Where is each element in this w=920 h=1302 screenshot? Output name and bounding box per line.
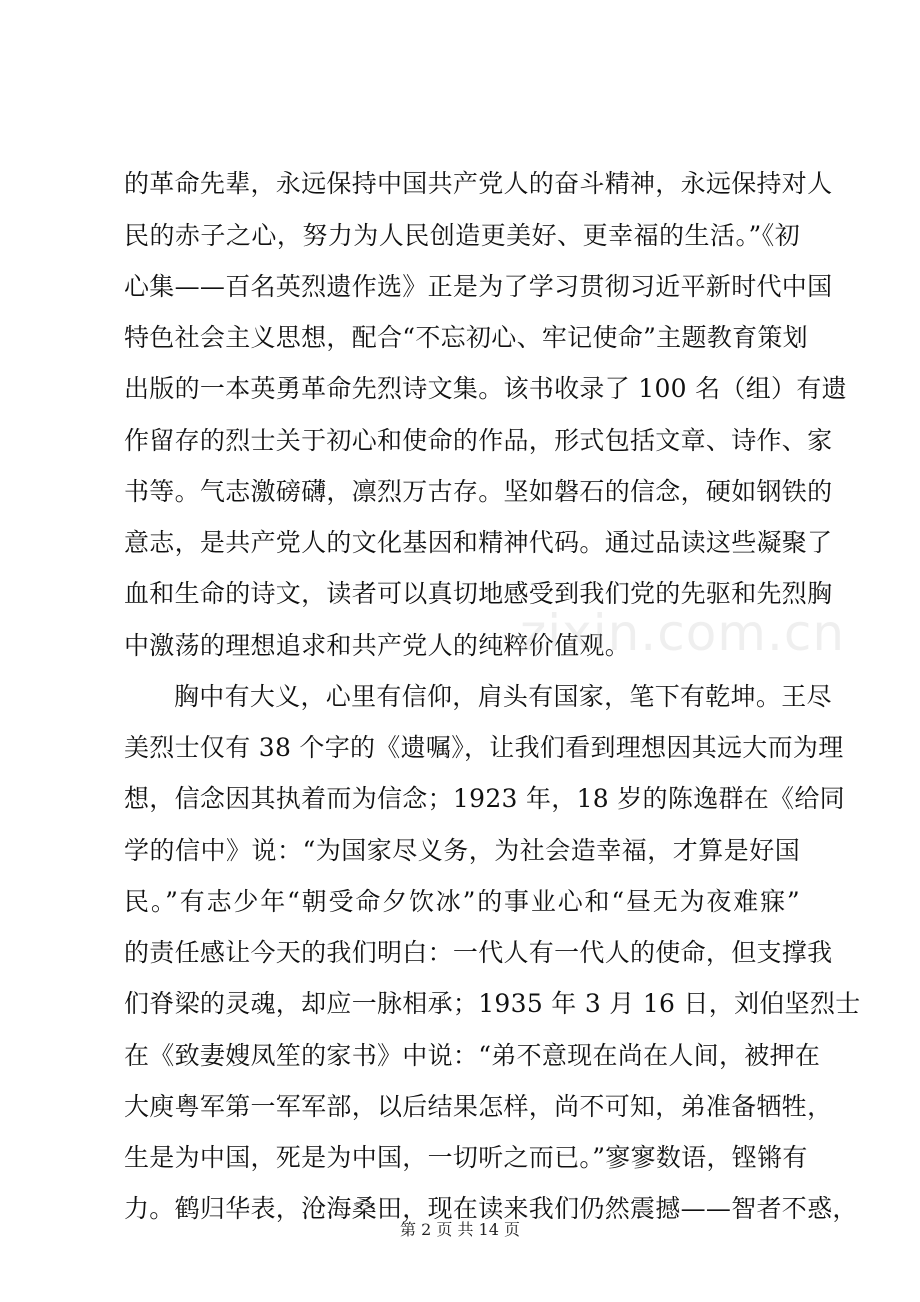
text-line: 作留存的烈士关于初心和使命的作品，形式包括文章、诗作、家	[124, 426, 833, 455]
text-line: 力。鹤归华表，沧海桑田，现在读来我们仍然震撼——智者不惑，	[124, 1194, 858, 1223]
text-line: 民。”有志少年“朝受命夕饮冰”的事业心和“昼无为夜难寐”	[124, 887, 800, 916]
text-line: 民的赤子之心，努力为人民创造更美好、更幸福的生活。”《初	[124, 221, 800, 250]
text-line: 的责任感让今天的我们明白：一代人有一代人的使命，但支撑我	[124, 938, 833, 967]
text-line: 学的信中》说：“为国家尽义务，为社会造幸福，才算是好国	[124, 836, 800, 865]
watermark: zixin.com.cn	[520, 604, 846, 662]
text-line: 书等。气志激磅礴，凛烈万古存。坚如磐石的信念，硬如钢铁的	[124, 477, 833, 506]
page-number-footer: 第 2 页 共 14 页	[400, 1220, 520, 1239]
text-line: 美烈士仅有 38 个字的《遗嘱》，让我们看到理想因其远大而为理	[124, 733, 844, 762]
text-line: 在《致妻嫂凤笙的家书》中说：“弟不意现在尚在人间，被押在	[124, 1041, 821, 1070]
text-line: 出版的一本英勇革命先烈诗文集。该书收录了 100 名（组）有遗	[124, 374, 847, 403]
paragraph-first-line: 胸中有大义，心里有信仰，肩头有国家，笔下有乾坤。王尽	[174, 682, 832, 711]
text-line: 们脊梁的灵魂，却应一脉相承；1935 年 3 月 16 日，刘伯坚烈士	[124, 989, 861, 1018]
text-line: 特色社会主义思想，配合“不忘初心、牢记使命”主题教育策划	[124, 323, 808, 352]
text-line: 心集——百名英烈遗作选》正是为了学习贯彻习近平新时代中国	[124, 272, 833, 301]
paragraph-last-line: 中激荡的理想追求和共产党人的纯粹价值观。	[124, 631, 631, 660]
text-line: 血和生命的诗文，读者可以真切地感受到我们党的先驱和先烈胸	[124, 579, 833, 608]
text-line: 想，信念因其执着而为信念；1923 年，18 岁的陈逸群在《给同	[124, 784, 845, 813]
text-line: 生是为中国，死是为中国，一切听之而已。”寥寥数语，铿锵有	[124, 1143, 808, 1172]
text-line: 意志，是共产党人的文化基因和精神代码。通过品读这些凝聚了	[124, 528, 833, 557]
text-line: 大庾粤军第一军军部，以后结果怎样，尚不可知，弟准备牺牲，	[124, 1092, 833, 1121]
text-line: 的革命先辈，永远保持中国共产党人的奋斗精神，永远保持对人	[124, 169, 833, 198]
